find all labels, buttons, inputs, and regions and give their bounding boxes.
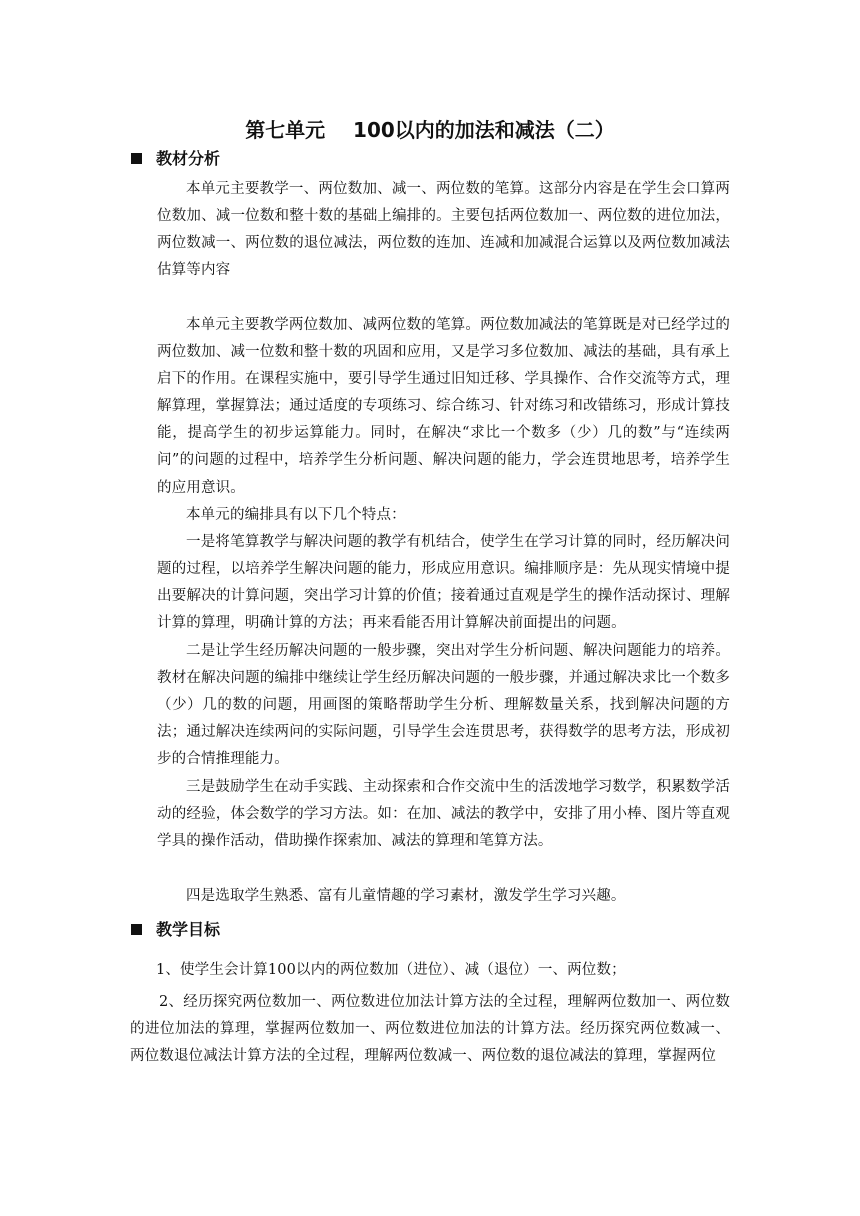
objective-item: 2、经历探究两位数加一、两位数进位加法计算方法的全过程，理解两位数加一、两位数的进位加法的算理，掌握两位数加一、两位数进位加法的计算方法。经历探究两位数减一、两位数退位减法计算方法的全过程，理解两位数减一、两位数的退位减法的算理，掌握两位 xyxy=(130,994,730,1065)
paragraph: 本单元主要教学两位数加、减两位数的笔算。两位数加减法的笔算既是对已经学过的两位数加、减一位数和整十数的巩固和应用，又是学习多位数加、减法的基础，具有承上启下的作用。在课程实施中，要引导学生通过旧知迁移、学具操作、合作交流等方式，理解算理，掌握算法；通过适度的专项练习、综合练习、针对练习和改错练习，形成计算技能，提高学生的初步运算能力。同时，在解决“求比一个数多（少）几的数”与“连续两问”的问题的过程中，培养学生分析问题、解决问题的能力，学会连贯地思考，培养学生的应用意识。 xyxy=(157,317,730,496)
paragraph: 三是鼓励学生在动手实践、主动探索和合作交流中生的活泼地学习数学，积累数学活动的经验，体会数学的学习方法。如：在加、减法的教学中，安排了用小棒、图片等直观学具的操作活动，借助操作探索加、减法的算理和笔算方法。 xyxy=(157,779,730,850)
section-heading-teaching-objectives xyxy=(131,918,220,942)
paragraph: 二是让学生经历解决问题的一般步骤，突出对学生分析问题、解决问题能力的培养。教材在解决问题的编排中继续让学生经历解决问题的一般步骤，并通过解决求比一个数多（少）几的数的问题，用画图的策略帮助学生分析、理解数量关系，找到解决问题的方法；通过解决连续两问的实际问题，引导学生会连贯思考，获得数学的思考方法，形成初步的合情推理能力。 xyxy=(157,643,730,768)
paragraph: 四是选取学生熟悉、富有儿童情趣的学习素材，激发学生学习兴趣。 xyxy=(186,888,626,904)
section-heading-label: 教学目标 xyxy=(156,920,221,939)
square-bullet-icon xyxy=(131,153,142,164)
paragraph: 本单元的编排具有以下几个特点： xyxy=(186,507,406,523)
document-title: 第七单元 100以内的加法和减法（二） xyxy=(245,118,615,142)
section-heading-label: 教材分析 xyxy=(156,149,221,168)
section-heading-teaching-material-analysis xyxy=(131,147,220,171)
paragraph: 本单元主要教学一、两位数加、减一、两位数的笔算。这部分内容是在学生会口算两位数加、减一位数和整十数的基础上编排的。主要包括两位数加一、两位数的进位加法，两位数减一、两位数的退位减法，两位数的连加、连减和加减混合运算以及两位数加减法估算等内容 xyxy=(157,181,730,279)
objective-item: 1、使学生会计算100以内的两位数加（进位）、减（退位）一、两位数； xyxy=(156,962,626,978)
square-bullet-icon xyxy=(131,924,142,935)
paragraph: 一是将笔算教学与解决问题的教学有机结合，使学生在学习计算的同时，经历解决问题的过程，以培养学生解决问题的能力，形成应用意识。编排顺序是：先从现实情境中提出要解决的计算问题，突出学习计算的价值；接着通过直观是学生的操作活动探讨、理解计算的算理，明确计算的方法；再来看能否用计算解决前面提出的问题。 xyxy=(157,534,730,632)
